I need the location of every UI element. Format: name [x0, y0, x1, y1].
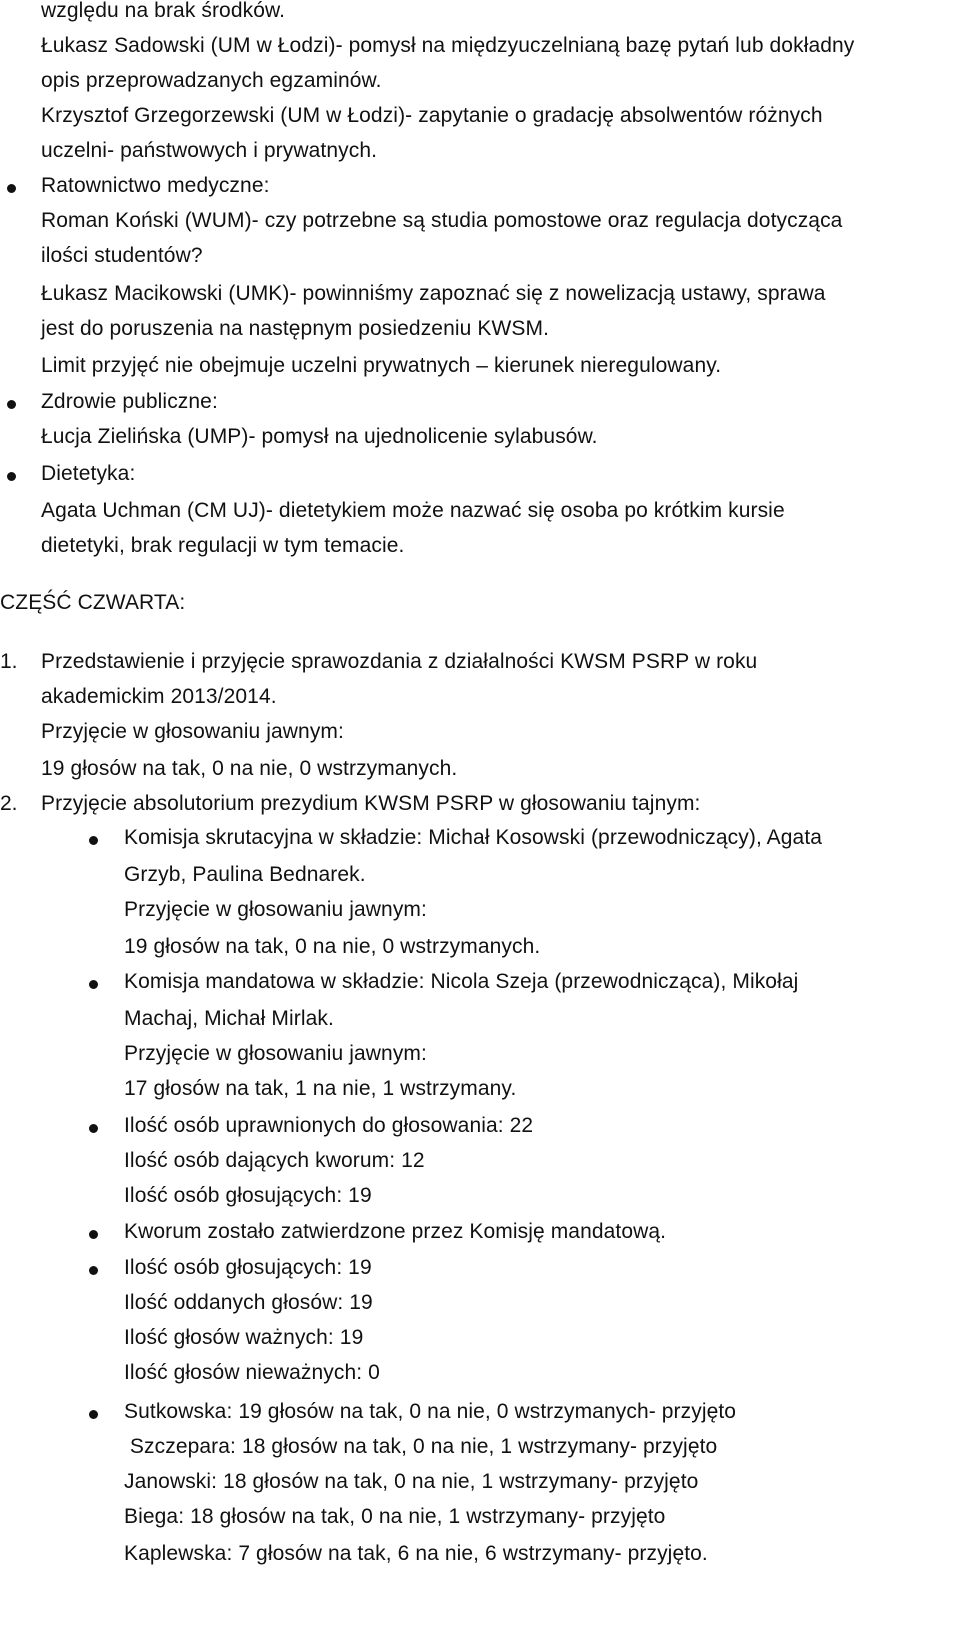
ratownictwo-line-2: ilości studentów? — [41, 244, 203, 267]
bullet-icon — [7, 184, 16, 193]
b6-line-2: Szczepara: 18 głosów na tak, 0 na nie, 1 wstrzymany- przyjęto — [124, 1435, 718, 1458]
bullet-icon — [89, 836, 98, 845]
b1-line-1: Komisja skrutacyjna w składzie: Michał Kosowski (przewodniczący), Agata — [124, 826, 823, 849]
b5-line-3: Ilość głosów ważnych: 19 — [124, 1326, 364, 1349]
intro-line-4: Krzysztof Grzegorzewski (UM w Łodzi)- zapytanie o gradację absolwentów różnych — [41, 104, 823, 127]
intro-line-1: względu na brak środków. — [41, 0, 286, 22]
item2-line-1: Przyjęcie absolutorium prezydium KWSM PSRP w głosowaniu tajnym: — [41, 792, 701, 815]
intro-line-3: opis przeprowadzanych egzaminów. — [41, 69, 382, 92]
item1-line-4: 19 głosów na tak, 0 na nie, 0 wstrzymanych. — [41, 757, 458, 780]
bullet-icon — [89, 980, 98, 989]
b3-line-2: Ilość osób dających kworum: 12 — [124, 1149, 425, 1172]
dietetyka-line-1: Agata Uchman (CM UJ)- dietetykiem może nazwać się osoba po krótkim kursie — [41, 499, 785, 522]
part-heading: CZĘŚĆ CZWARTA: — [0, 591, 186, 614]
b5-line-2: Ilość oddanych głosów: 19 — [124, 1291, 373, 1314]
b1-line-4: 19 głosów na tak, 0 na nie, 0 wstrzymanych. — [124, 935, 541, 958]
section-heading-dietetyka: Dietetyka: — [41, 462, 136, 485]
b6-line-5: Kaplewska: 7 głosów na tak, 6 na nie, 6 wstrzymany- przyjęto. — [124, 1542, 708, 1565]
intro-line-2: Łukasz Sadowski (UM w Łodzi)- pomysł na międzyuczelnianą bazę pytań lub dokładny — [41, 34, 855, 57]
b2-line-3: Przyjęcie w głosowaniu jawnym: — [124, 1042, 427, 1065]
b6-line-3: Janowski: 18 głosów na tak, 0 na nie, 1 wstrzymany- przyjęto — [124, 1470, 699, 1493]
b4-line-1: Kworum zostało zatwierdzone przez Komisję mandatową. — [124, 1220, 667, 1243]
b1-line-3: Przyjęcie w głosowaniu jawnym: — [124, 898, 427, 921]
dietetyka-line-2: dietetyki, brak regulacji w tym temacie. — [41, 534, 405, 557]
list-number-1: 1. — [0, 650, 18, 673]
b1-line-2: Grzyb, Paulina Bednarek. — [124, 863, 366, 886]
ratownictwo-line-5: Limit przyjęć nie obejmuje uczelni prywatnych – kierunek nieregulowany. — [41, 354, 722, 377]
b5-line-4: Ilość głosów nieważnych: 0 — [124, 1361, 380, 1384]
bullet-icon — [89, 1266, 98, 1275]
item1-line-2: akademickim 2013/2014. — [41, 685, 277, 708]
item1-line-3: Przyjęcie w głosowaniu jawnym: — [41, 720, 344, 743]
bullet-icon — [89, 1230, 98, 1239]
bullet-icon — [89, 1124, 98, 1133]
ratownictwo-line-4: jest do poruszenia na następnym posiedzeniu KWSM. — [41, 317, 550, 340]
ratownictwo-line-1: Roman Koński (WUM)- czy potrzebne są studia pomostowe oraz regulacja dotycząca — [41, 209, 843, 232]
b2-line-4: 17 głosów na tak, 1 na nie, 1 wstrzymany. — [124, 1077, 517, 1100]
b2-line-1: Komisja mandatowa w składzie: Nicola Szeja (przewodnicząca), Mikołaj — [124, 970, 799, 993]
bullet-icon — [7, 472, 16, 481]
b6-line-1: Sutkowska: 19 głosów na tak, 0 na nie, 0 wstrzymanych- przyjęto — [124, 1400, 737, 1423]
list-number-2: 2. — [0, 792, 18, 815]
item1-line-1: Przedstawienie i przyjęcie sprawozdania z działalności KWSM PSRP w roku — [41, 650, 758, 673]
bullet-icon — [89, 1410, 98, 1419]
b3-line-3: Ilość osób głosujących: 19 — [124, 1184, 372, 1207]
zdrowie-line-1: Łucja Zielińska (UMP)- pomysł na ujednolicenie sylabusów. — [41, 425, 598, 448]
b5-line-1: Ilość osób głosujących: 19 — [124, 1256, 372, 1279]
bullet-icon — [7, 400, 16, 409]
b6-line-4: Biega: 18 głosów na tak, 0 na nie, 1 wstrzymany- przyjęto — [124, 1505, 666, 1528]
section-heading-ratownictwo: Ratownictwo medyczne: — [41, 174, 270, 197]
intro-line-5: uczelni- państwowych i prywatnych. — [41, 139, 378, 162]
section-heading-zdrowie: Zdrowie publiczne: — [41, 390, 218, 413]
ratownictwo-line-3: Łukasz Macikowski (UMK)- powinniśmy zapoznać się z nowelizacją ustawy, sprawa — [41, 282, 826, 305]
b2-line-2: Machaj, Michał Mirlak. — [124, 1007, 334, 1030]
b3-line-1: Ilość osób uprawnionych do głosowania: 22 — [124, 1114, 534, 1137]
